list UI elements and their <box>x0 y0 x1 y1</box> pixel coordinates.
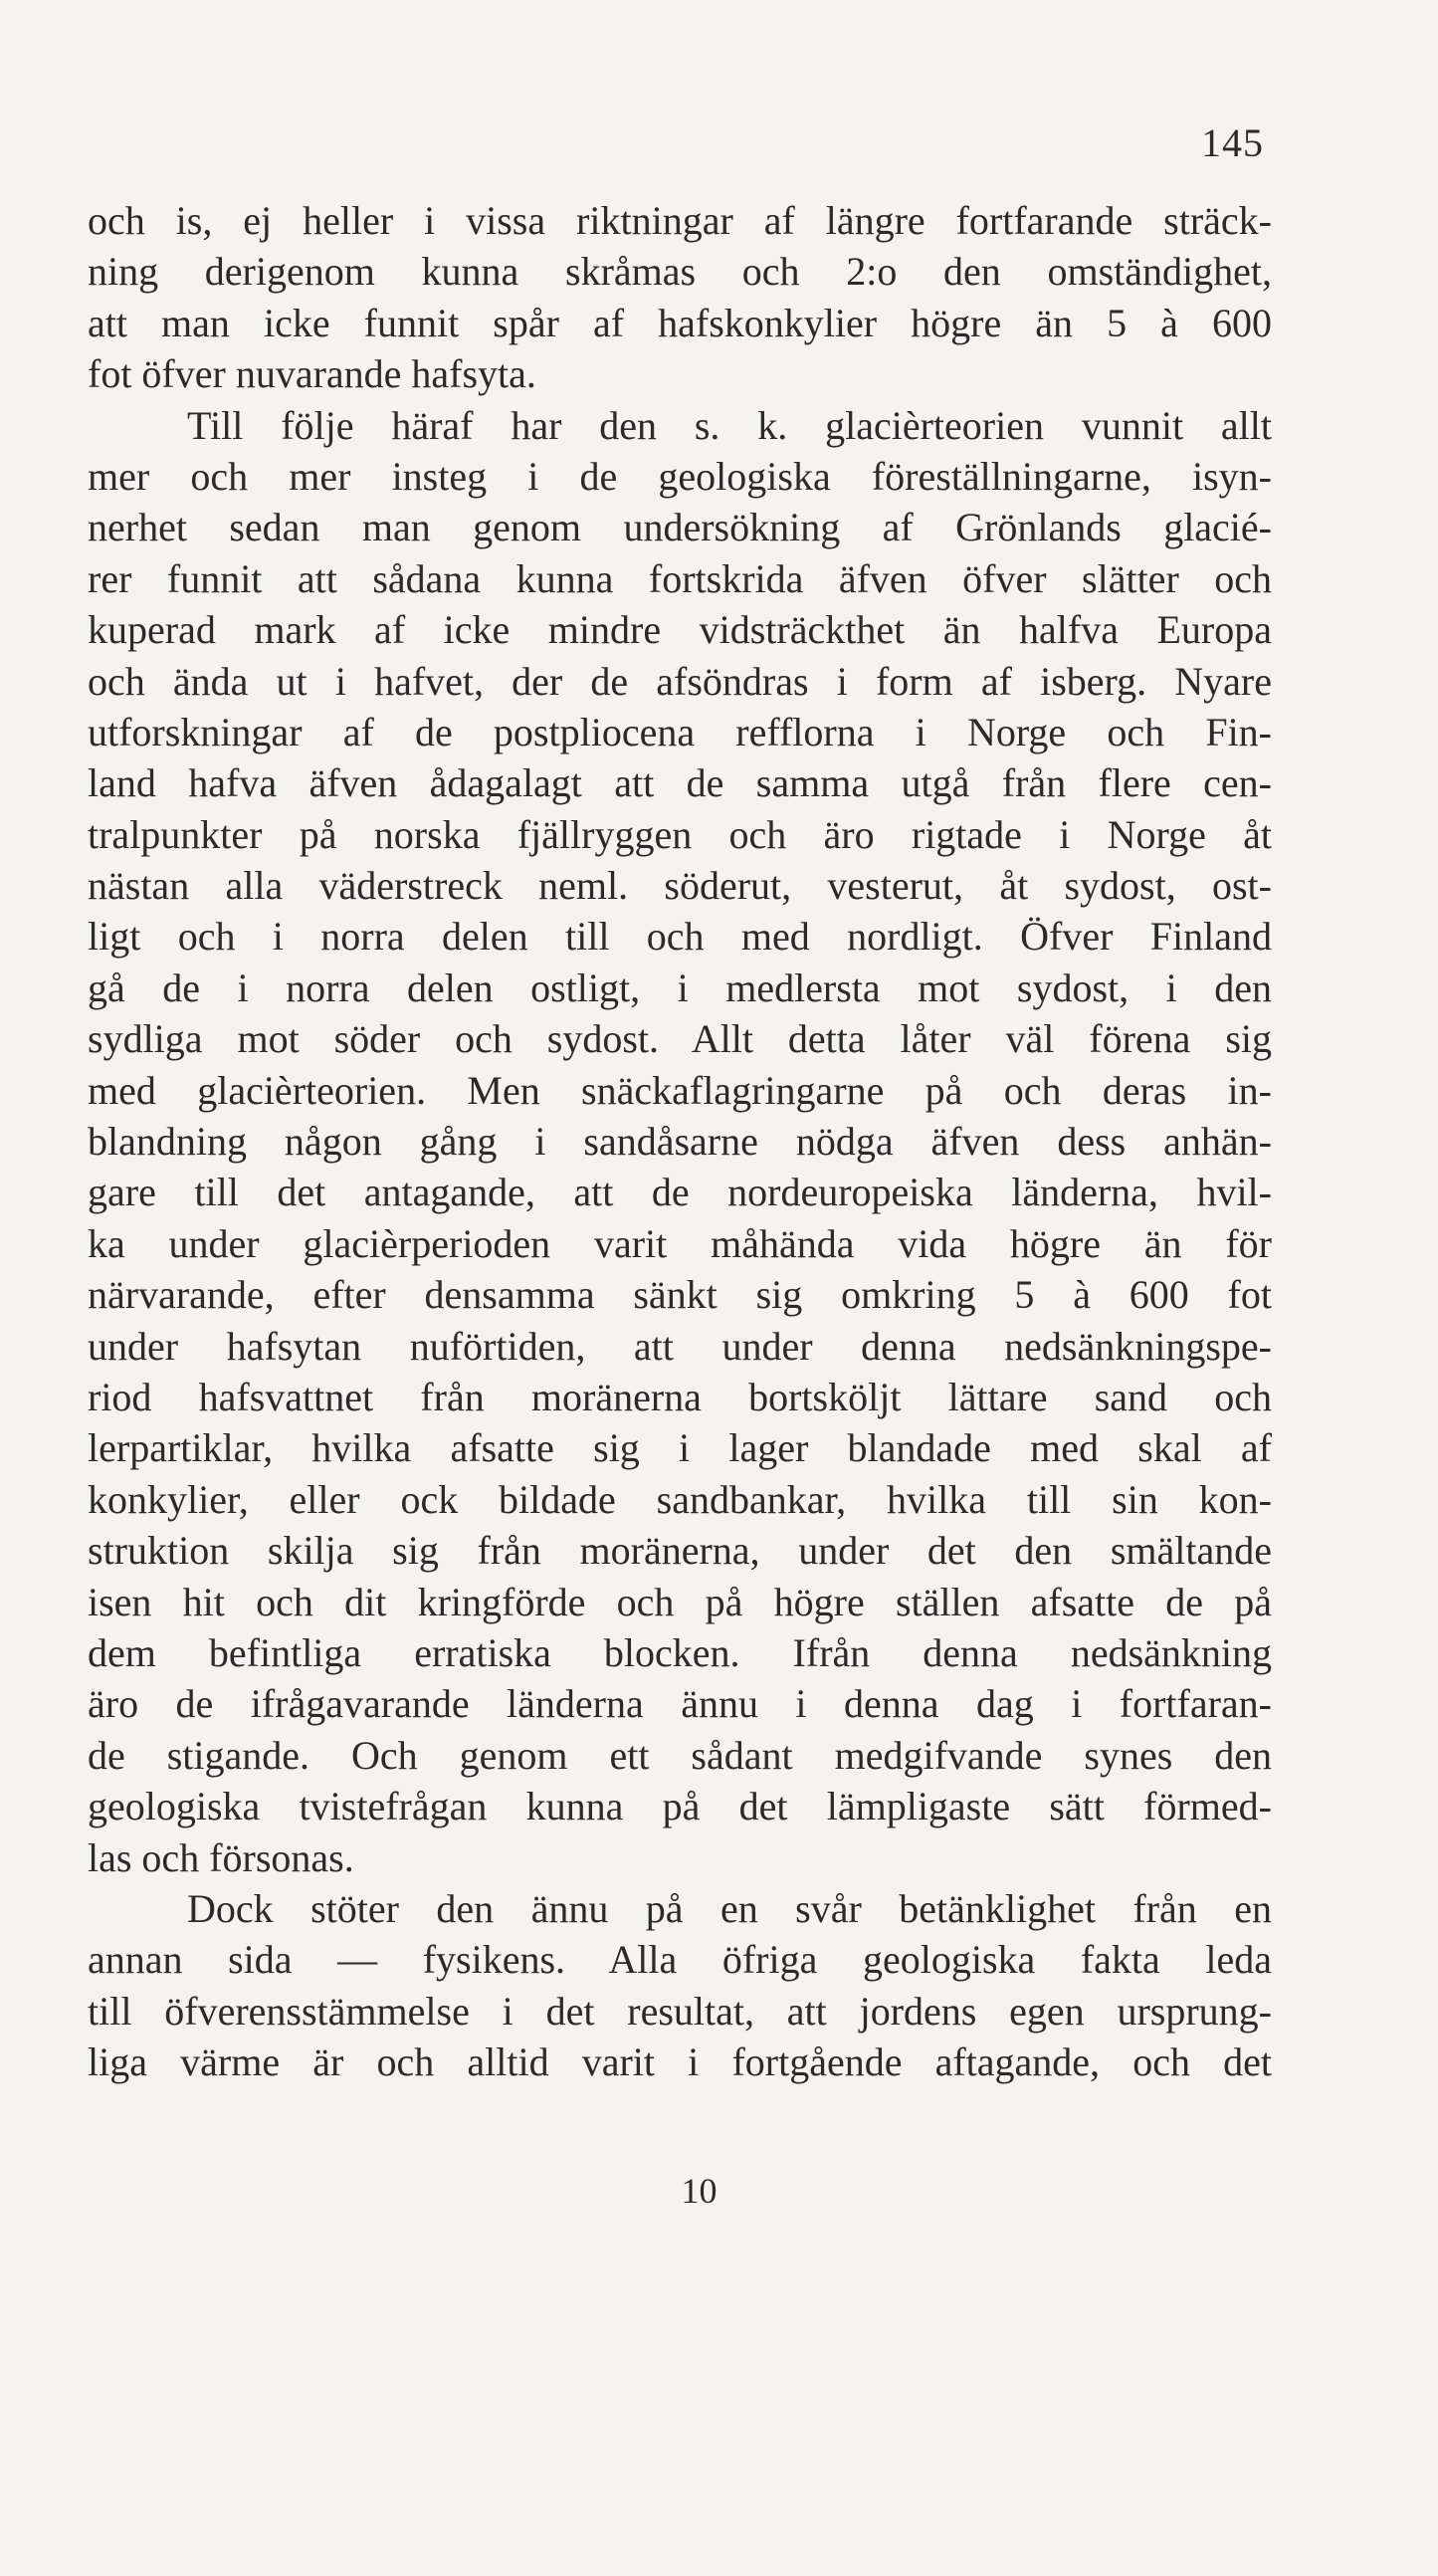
text-line: lerpartiklar, hvilka afsatte sig i lager blandade med skal af <box>88 1425 1272 1471</box>
text-line: las och försonas. <box>88 1834 354 1880</box>
signature-mark: 10 <box>681 2171 718 2211</box>
text-line: och is, ej heller i vissa riktningar af längre fortfarande sträck- <box>88 198 1272 243</box>
page-number: 145 <box>1201 120 1264 165</box>
text-line: isen hit och dit kringförde och på högre ställen afsatte de på <box>88 1579 1272 1624</box>
text-line: kuperad mark af icke mindre vidsträckthet än halfva Europa <box>88 607 1272 653</box>
text-line: Till följe häraf har den s. k. glacièrteorien vunnit allt <box>187 402 1272 448</box>
text-line: med glacièrteorien. Men snäckaflagringarne på och deras in- <box>88 1067 1272 1113</box>
paragraph <box>88 400 1272 1883</box>
text-line: sydliga mot söder och sydost. Allt detta låter väl förena sig <box>88 1016 1272 1062</box>
text-line: fot öfver nuvarande hafsyta. <box>88 351 536 397</box>
text-line: till öfverensstämmelse i det resultat, att jordens egen ursprung- <box>88 1988 1272 2034</box>
paragraph <box>88 195 1272 400</box>
text-line: ligt och i norra delen till och med nordligt. Öfver Finland <box>88 914 1272 960</box>
text-line: ka under glacièrperioden varit måhända vida högre än för <box>88 1220 1272 1266</box>
text-line: rer funnit att sådana kunna fortskrida äfven öfver slätter och <box>88 555 1272 601</box>
text-line: gare till det antagande, att de nordeuropeiska länderna, hvil- <box>88 1170 1272 1215</box>
text-line: och ända ut i hafvet, der de afsöndras i form af isberg. Nyare <box>88 658 1272 704</box>
text-line: riod hafsvattnet från moränerna bortsköljt lättare sand och <box>88 1374 1272 1419</box>
text-line: blandning någon gång i sandåsarne nödga äfven dess anhän- <box>88 1119 1272 1165</box>
body-text <box>88 195 1272 2087</box>
text-line: konkylier, eller ock bildade sandbankar, hvilka till sin kon- <box>88 1476 1272 1522</box>
text-line: utforskningar af de postpliocena refflorna i Norge och Fin- <box>88 709 1272 754</box>
text-line: mer och mer insteg i de geologiska föreställningarne, isyn- <box>88 453 1272 499</box>
paragraph <box>88 1883 1272 2088</box>
text-line: annan sida — fysikens. Alla öfriga geologiska fakta leda <box>88 1937 1272 1983</box>
text-line: äro de ifrågavarande länderna ännu i denna dag i fortfaran- <box>88 1681 1272 1727</box>
text-line: land hafva äfven ådagalagt att de samma utgå från flere cen- <box>88 760 1272 806</box>
text-line: nästan alla väderstreck neml. söderut, vesterut, åt sydost, ost- <box>88 863 1272 909</box>
text-line: dem befintliga erratiska blocken. Ifrån denna nedsänkning <box>88 1629 1272 1675</box>
text-line: struktion skilja sig från moränerna, under det den smältande <box>88 1528 1272 1574</box>
text-line: gå de i norra delen ostligt, i medlersta mot sydost, i den <box>88 965 1272 1010</box>
text-line: geologiska tvistefrågan kunna på det lämpligaste sätt förmed- <box>88 1784 1272 1829</box>
text-line: ning derigenom kunna skråmas och 2:o den omständighet, <box>88 249 1272 295</box>
text-line: de stigande. Och genom ett sådant medgifvande synes den <box>88 1732 1272 1778</box>
text-line: under hafsytan nuförtiden, att under denna nedsänkningspe- <box>88 1323 1272 1369</box>
text-line: tralpunkter på norska fjällryggen och äro rigtade i Norge åt <box>88 811 1272 857</box>
text-line: Dock stöter den ännu på en svår betänklighet från en <box>187 1885 1272 1931</box>
text-line: närvarande, efter densamma sänkt sig omkring 5 à 600 fot <box>88 1272 1272 1318</box>
text-line: nerhet sedan man genom undersökning af Grönlands glacié- <box>88 505 1272 550</box>
text-line: liga värme är och alltid varit i fortgående aftagande, och det <box>88 2039 1272 2085</box>
text-line: att man icke funnit spår af hafskonkylier högre än 5 à 600 <box>88 300 1272 345</box>
